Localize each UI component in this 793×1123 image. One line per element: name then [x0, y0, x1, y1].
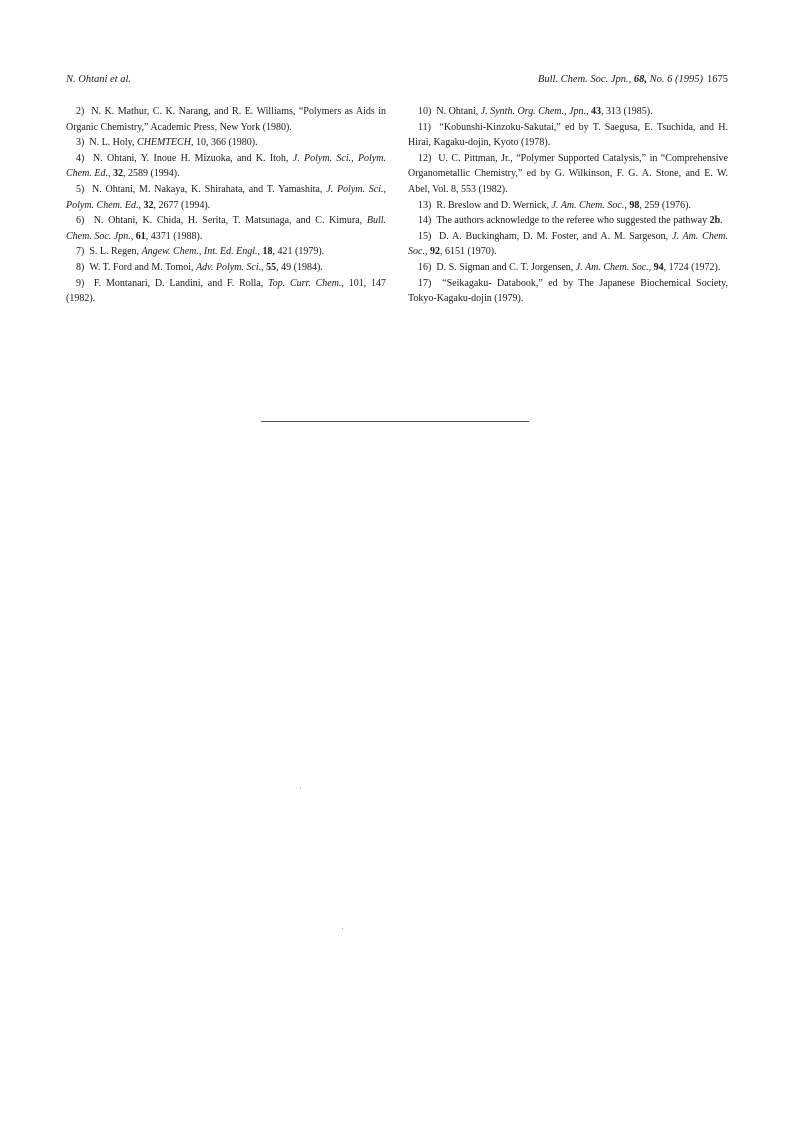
reference-text: J. Am. Chem. Soc. [551, 199, 625, 211]
reference-number: 8) [76, 261, 85, 273]
header-issue: No. 6 (1995) [649, 74, 703, 85]
reference-text: “Kobunshi-Kinzoku-Sakutai,” ed by T. Saegusa, E. Tsuchida, and H. Hirai, Kagaku-dojin, Kyoto (1978). [408, 121, 728, 149]
reference-text: , 4371 (1988). [145, 230, 203, 242]
reference-text: , 1724 (1972). [663, 261, 721, 273]
reference-text: 61 [135, 230, 146, 242]
reference-item [66, 244, 386, 260]
reference-number: 4) [76, 152, 85, 164]
reference-number: 5) [76, 183, 85, 195]
header-citation [538, 74, 728, 85]
reference-text: , 313 (1985). [600, 106, 653, 117]
reference-text: R. Breslow and D. Wernick, [436, 199, 552, 211]
reference-item [66, 276, 386, 307]
header-volume: 68, [633, 74, 647, 85]
reference-text: S. L. Regen, [89, 246, 142, 258]
reference-text: , 49 (1984). [276, 261, 323, 273]
reference-text: N. Ohtani, M. Nakaya, K. Shirahata, and T. Yamashita, [91, 183, 327, 195]
reference-text: , 2589 (1994). [122, 168, 180, 180]
reference-number: 13) [418, 199, 432, 211]
reference-text: , 10, 366 (1980). [190, 137, 258, 149]
reference-number: 15) [418, 230, 432, 242]
reference-text: The authors acknowledge to the referee who suggested the pathway [436, 215, 710, 227]
reference-text: , [424, 246, 430, 258]
reference-item [408, 213, 728, 229]
running-header [66, 74, 728, 88]
reference-item [408, 229, 728, 260]
reference-number: 2) [76, 106, 85, 117]
reference-text: F. Montanari, D. Landini, and F. Rolla, [93, 277, 269, 289]
reference-number: 14) [418, 215, 432, 227]
reference-text: D. S. Sigman and C. T. Jorgensen, [436, 261, 576, 273]
reference-text: N. K. Mathur, C. K. Narang, and R. E. Williams, “Polymers as Aids in Organic Chemistry,” Academic Press, New York (1980). [66, 106, 387, 133]
reference-text: Bull. Chem. Soc. Jpn. [66, 215, 387, 242]
reference-item [66, 182, 386, 213]
reference-text: J. Synth. Org. Chem., Jpn. [480, 106, 586, 117]
reference-text: 32 [112, 168, 123, 180]
reference-text: 98 [629, 199, 640, 211]
reference-text: Angew. Chem., Int. Ed. Engl. [141, 246, 258, 258]
reference-text: 2b [709, 215, 721, 227]
reference-text: , 101, 147 (1982). [66, 277, 386, 305]
page-number: 1675 [707, 74, 728, 85]
reference-number: 9) [76, 277, 85, 289]
reference-text: , 421 (1979). [272, 246, 325, 258]
reference-item [408, 104, 728, 120]
reference-text: D. A. Buckingham, D. M. Foster, and A. M. Sargeson, [439, 230, 672, 242]
reference-text: N. Ohtani, Y. Inoue H. Mizuoka, and K. Itoh, [93, 152, 293, 164]
reference-text: W. T. Ford and M. Tomoi, [89, 261, 197, 273]
reference-item [66, 151, 386, 182]
header-journal: Bull. Chem. Soc. Jpn., [537, 74, 632, 85]
reference-text: J. Am. Chem. Soc. [575, 261, 649, 273]
reference-number: 10) [418, 106, 432, 117]
reference-item [66, 260, 386, 276]
reference-text: , [138, 199, 144, 211]
reference-text: “Seikagaku- Databook,” ed by The Japanese Biochemical Society, Tokyo-Kagaku-dojin (1979). [408, 277, 729, 305]
reference-text: 55 [266, 261, 277, 273]
reference-item [408, 151, 728, 198]
reference-text: 94 [653, 261, 664, 273]
reference-number: 12) [418, 152, 432, 164]
reference-number: 6) [76, 215, 85, 227]
reference-text: N. L. Holy, [89, 137, 138, 149]
reference-text: , [257, 246, 263, 258]
reference-number: 7) [76, 246, 85, 258]
reference-text: J. Polym. Sci., Polym. Chem. Ed. [66, 183, 387, 211]
reference-text: J. Am. Chem. Soc. [408, 230, 729, 258]
reference-item [66, 213, 386, 244]
reference-text: Adv. Polym. Sci. [196, 261, 262, 273]
reference-item [66, 104, 386, 135]
reference-text: , [648, 261, 654, 273]
end-rule [261, 421, 529, 422]
reference-number: 16) [418, 261, 432, 273]
reference-text: , [585, 106, 591, 117]
reference-item [66, 135, 386, 151]
reference-text: , [107, 168, 113, 180]
reference-text: N. Ohtani, [436, 106, 481, 117]
reference-item [408, 260, 728, 276]
reference-text: , [261, 261, 267, 273]
reference-item [408, 276, 728, 307]
reference-text: J. Polym. Sci., Polym. Chem. Ed. [66, 152, 386, 180]
references-list [66, 104, 728, 307]
reference-text: Top. Curr. Chem. [268, 277, 342, 289]
reference-text: , [130, 230, 136, 242]
reference-text: , 259 (1976). [639, 199, 691, 211]
reference-text: , 2677 (1994). [153, 199, 211, 211]
reference-text: 92 [429, 246, 440, 258]
reference-text: N. Ohtani, K. Chida, H. Serita, T. Matsunaga, and C. Kimura, [93, 215, 367, 227]
reference-text: 43 [590, 106, 601, 117]
reference-item [408, 198, 728, 214]
reference-text: 18 [262, 246, 273, 258]
reference-number: 11) [418, 121, 431, 133]
scan-speck [342, 928, 343, 929]
header-authors: N. Ohtani et al. [66, 74, 132, 85]
reference-text: U. C. Pittman, Jr., “Polymer Supported Catalysis,” in “Comprehensive Organometallic Chemistry,” ed by G. Wilkinson, F. G. A. Stone, and E. W. Abel, Vol. 8, 553 (1982). [408, 152, 728, 195]
reference-text: , 6151 (1970). [439, 246, 497, 258]
reference-number: 3) [76, 137, 85, 149]
scan-speck [300, 787, 301, 788]
reference-text: . [720, 215, 723, 227]
reference-text: , [624, 199, 630, 211]
reference-text: 32 [143, 199, 154, 211]
reference-number: 17) [418, 277, 432, 289]
reference-text: CHEMTECH [137, 137, 191, 149]
reference-item [408, 120, 728, 151]
